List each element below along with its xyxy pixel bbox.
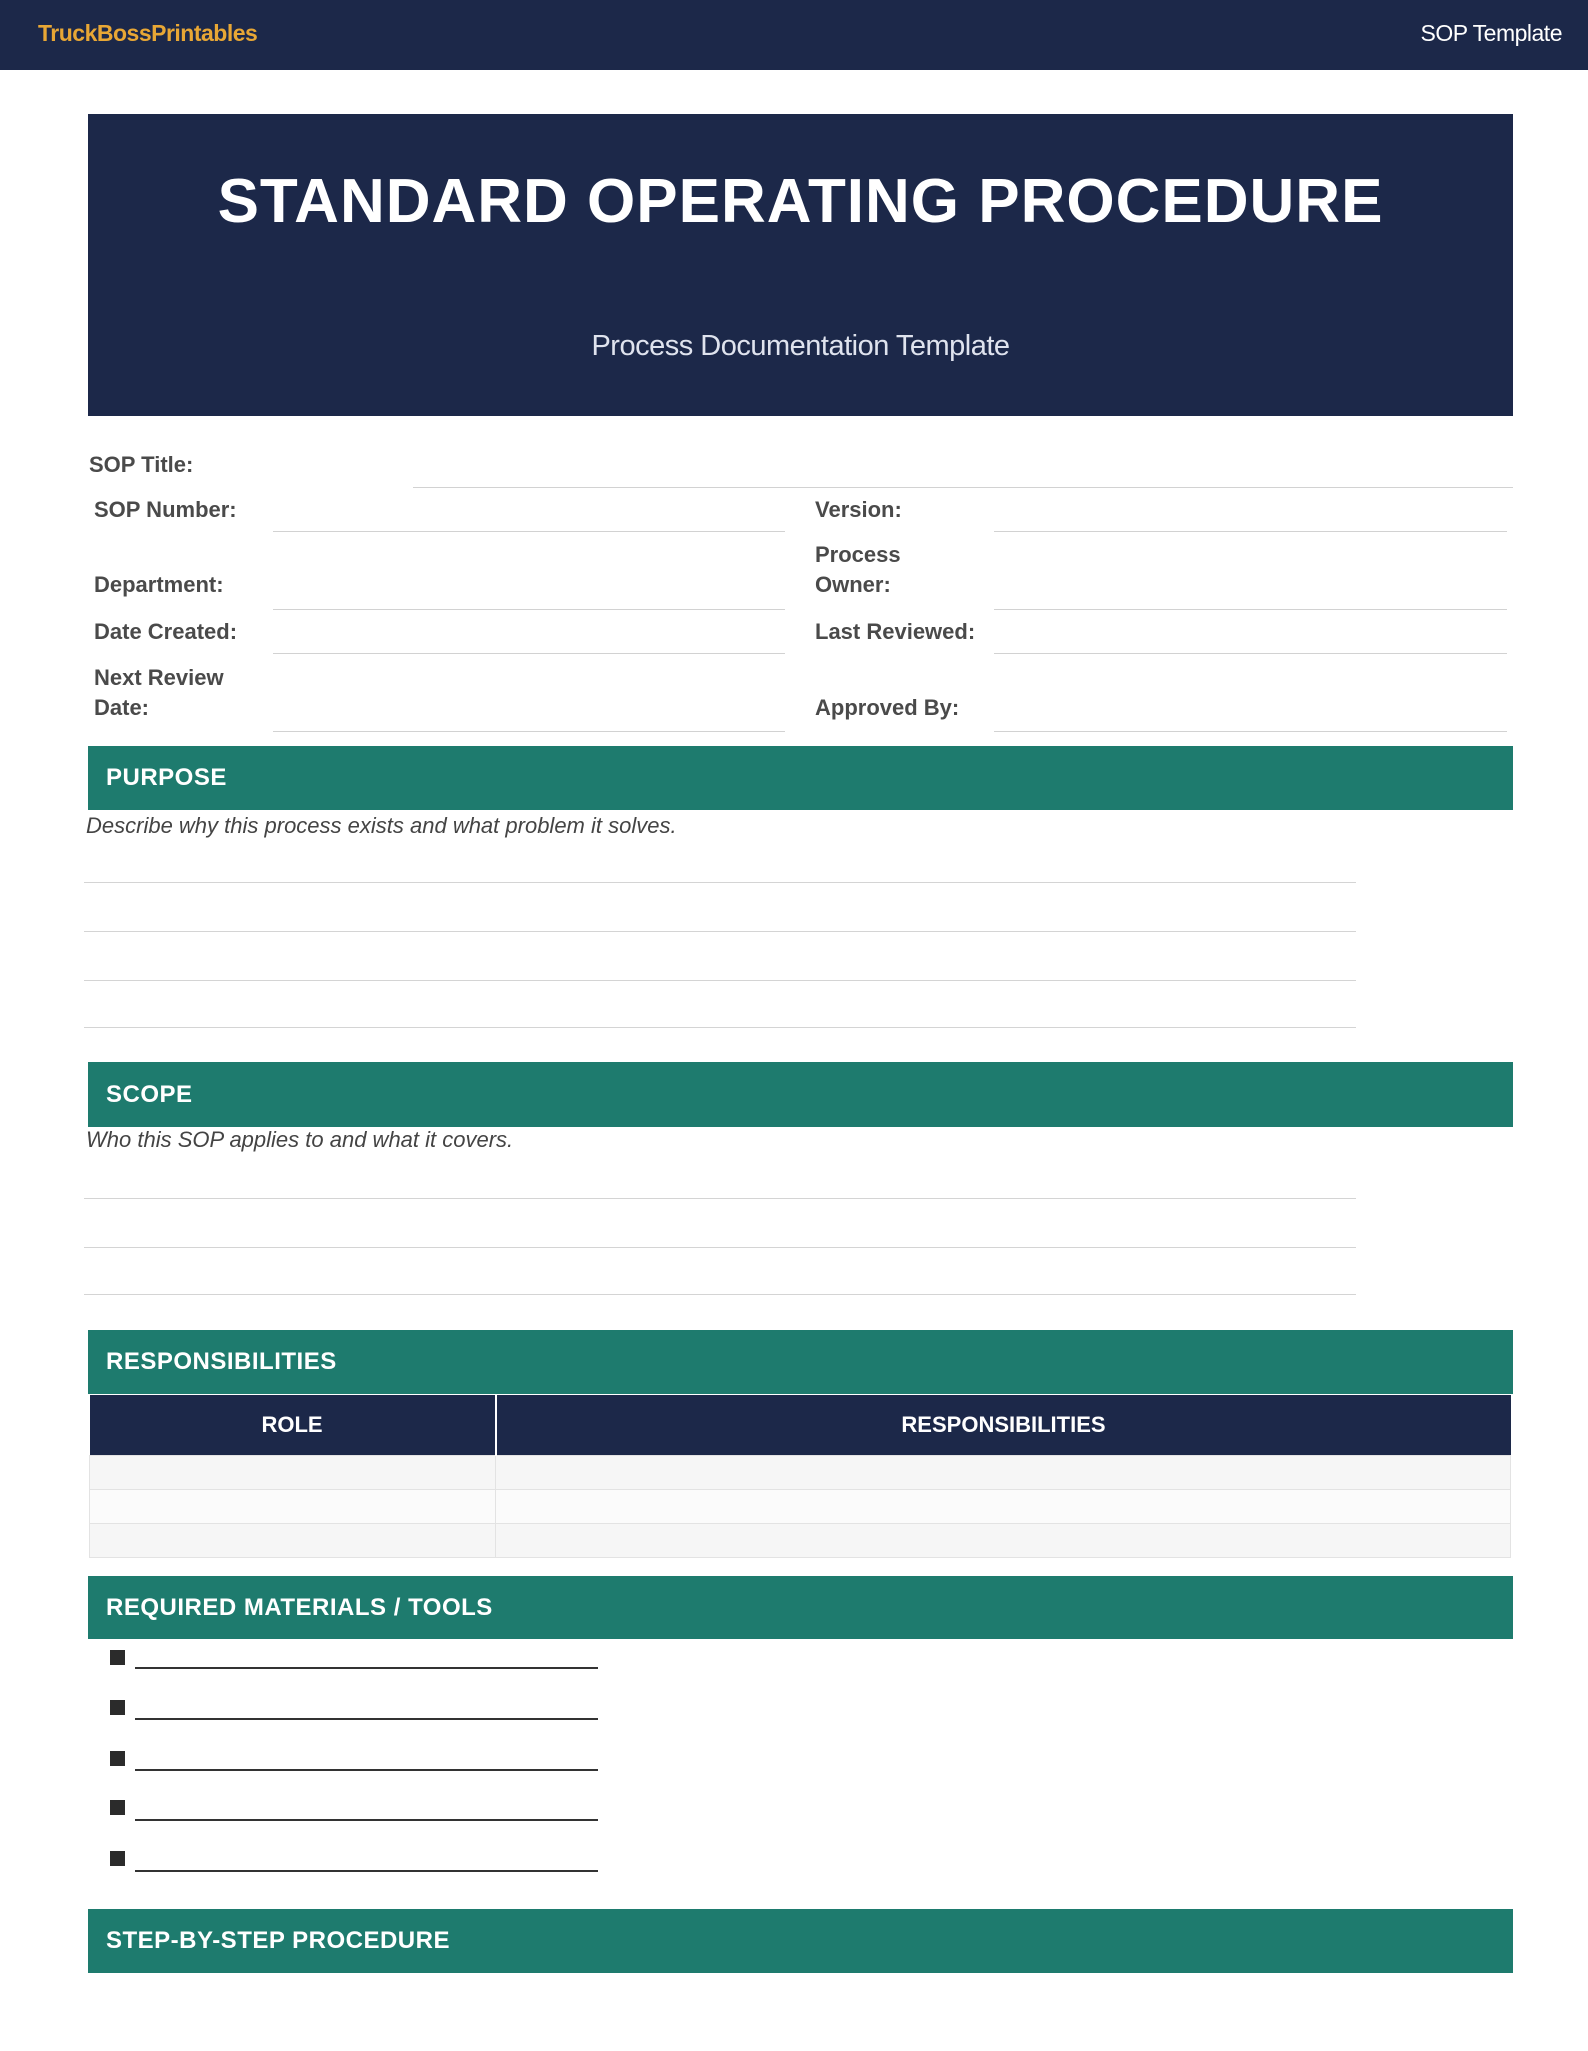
last-reviewed-label: Last Reviewed: xyxy=(815,619,976,644)
sop-number-label: SOP Number: xyxy=(94,497,237,522)
brand-name[interactable]: TruckBossPrintables xyxy=(38,20,258,46)
procedure-section-header xyxy=(88,1909,1513,1973)
sop-title-label: SOP Title: xyxy=(89,452,194,477)
process-owner-label-line2: Owner: xyxy=(815,572,891,597)
material-entry-line[interactable] xyxy=(135,1870,598,1872)
responsibilities-table xyxy=(89,1395,1511,1558)
role-cell[interactable] xyxy=(90,1523,496,1557)
table-header-row xyxy=(90,1395,1511,1455)
scope-line[interactable] xyxy=(84,1198,1356,1199)
date-created-field[interactable] xyxy=(273,653,785,654)
version-field[interactable] xyxy=(994,531,1507,532)
next-review-date-label xyxy=(94,663,224,723)
responsibilities-cell[interactable] xyxy=(496,1455,1511,1489)
scope-title: SCOPE xyxy=(106,1080,193,1108)
purpose-line[interactable] xyxy=(84,980,1356,981)
page-subtitle: Process Documentation Template xyxy=(591,330,1010,362)
role-column-header: ROLE xyxy=(90,1395,496,1455)
document-type-label: SOP Template xyxy=(1420,20,1562,46)
sop-number-field[interactable] xyxy=(273,531,785,532)
department-field[interactable] xyxy=(273,609,785,610)
department-label: Department: xyxy=(94,572,224,597)
materials-title: REQUIRED MATERIALS / TOOLS xyxy=(106,1593,493,1621)
process-owner-field[interactable] xyxy=(994,609,1507,610)
process-owner-label xyxy=(815,540,901,600)
purpose-hint: Describe why this process exists and what problem it solves. xyxy=(86,813,677,838)
responsibilities-section-header xyxy=(88,1330,1513,1394)
page-title: STANDARD OPERATING PROCEDURE xyxy=(217,167,1384,236)
table-row xyxy=(90,1455,1511,1489)
scope-line[interactable] xyxy=(84,1247,1356,1248)
purpose-section-header xyxy=(88,746,1513,810)
materials-section-header xyxy=(88,1576,1513,1639)
table-row xyxy=(90,1489,1511,1523)
procedure-title: STEP-BY-STEP PROCEDURE xyxy=(106,1927,450,1954)
next-review-label-line2: Date: xyxy=(94,695,150,720)
sop-title-field[interactable] xyxy=(413,487,1513,488)
square-bullet-icon xyxy=(110,1851,125,1866)
purpose-line[interactable] xyxy=(84,1027,1356,1028)
material-entry-line[interactable] xyxy=(135,1769,598,1771)
next-review-label-line1: Next Review xyxy=(94,665,224,690)
date-created-label: Date Created: xyxy=(94,619,238,644)
square-bullet-icon xyxy=(110,1650,125,1665)
square-bullet-icon xyxy=(110,1700,125,1715)
table-row xyxy=(90,1523,1511,1557)
scope-hint: Who this SOP applies to and what it covers. xyxy=(86,1127,514,1152)
responsibilities-title: RESPONSIBILITIES xyxy=(106,1348,337,1375)
responsibilities-cell[interactable] xyxy=(496,1489,1511,1523)
material-entry-line[interactable] xyxy=(135,1718,598,1720)
material-entry-line[interactable] xyxy=(135,1667,598,1669)
purpose-line[interactable] xyxy=(84,931,1356,932)
next-review-date-field[interactable] xyxy=(273,731,785,732)
scope-section-header xyxy=(88,1062,1513,1127)
scope-line[interactable] xyxy=(84,1294,1356,1295)
approved-by-label: Approved By: xyxy=(815,695,960,720)
square-bullet-icon xyxy=(110,1751,125,1766)
process-owner-label-line1: Process xyxy=(815,542,901,567)
approved-by-field[interactable] xyxy=(994,731,1507,732)
purpose-line[interactable] xyxy=(84,882,1356,883)
role-cell[interactable] xyxy=(90,1455,496,1489)
responsibilities-column-header: RESPONSIBILITIES xyxy=(496,1395,1511,1455)
purpose-title: PURPOSE xyxy=(106,764,227,791)
role-cell[interactable] xyxy=(90,1489,496,1523)
top-bar xyxy=(0,0,1588,70)
square-bullet-icon xyxy=(110,1800,125,1815)
responsibilities-cell[interactable] xyxy=(496,1523,1511,1557)
title-banner xyxy=(88,114,1513,416)
version-label: Version: xyxy=(815,497,902,522)
material-entry-line[interactable] xyxy=(135,1819,598,1821)
last-reviewed-field[interactable] xyxy=(994,653,1507,654)
